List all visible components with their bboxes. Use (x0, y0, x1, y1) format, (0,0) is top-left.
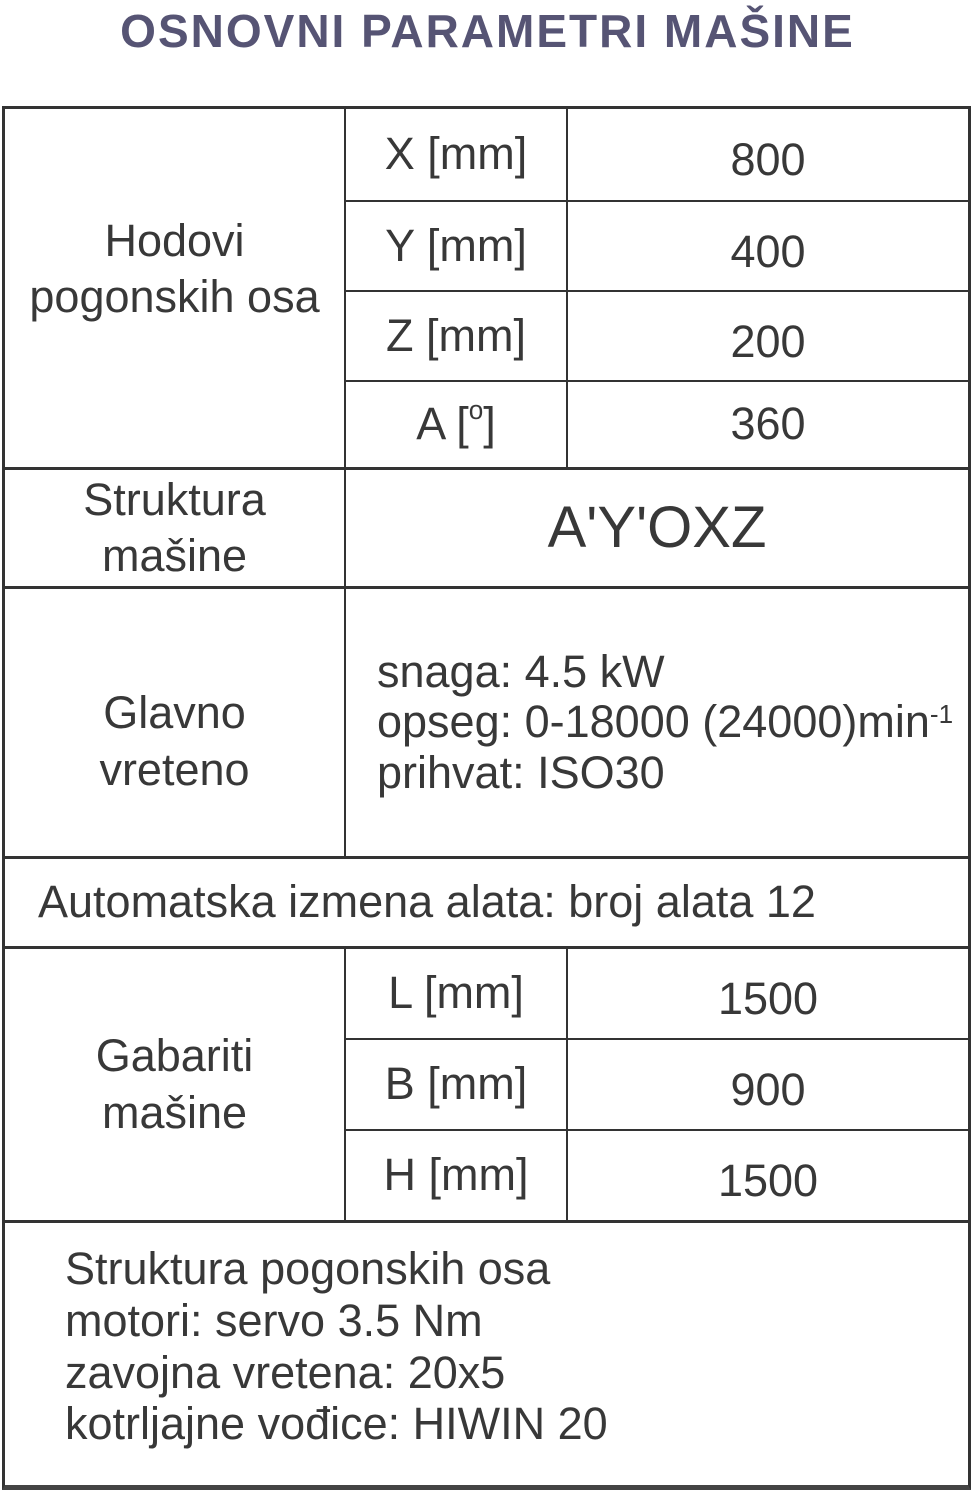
axis-z-param-label: Z [mm] (386, 309, 526, 361)
axis-x-param-cell (346, 109, 568, 202)
struktura-label-line1: Struktura (83, 473, 266, 525)
dim-l-value-cell (568, 949, 968, 1040)
dim-b-value-cell (568, 1040, 968, 1131)
glavno-opseg-line (377, 697, 953, 747)
axis-y-param-label: Y [mm] (385, 219, 527, 271)
dim-l-value: 1500 (717, 973, 819, 1025)
axis-x-param-label: X [mm] (384, 128, 528, 180)
axis-y-value-cell (568, 202, 968, 292)
dim-l-param-label: L [mm] (388, 967, 524, 1019)
automatska-izmena-text: Automatska izmena alata: broj alata 12 (38, 876, 816, 928)
struktura-value-cell (346, 470, 968, 589)
glavno-value-cell (346, 589, 968, 859)
glavno-label-cell (5, 589, 346, 859)
gabariti-label-line1: Gabariti (95, 1030, 254, 1082)
hodovi-label-line2: pogonskih osa (29, 271, 320, 322)
dim-b-param-cell (346, 1040, 568, 1131)
zavojna-vretena-line: zavojna vretena: 20x5 (65, 1346, 506, 1398)
struktura-value: A'Y'OXZ (547, 494, 767, 560)
axis-a-value-cell (568, 382, 968, 470)
dim-l-param-cell (346, 949, 568, 1040)
axis-x-value-cell (568, 109, 968, 202)
struktura-pogonskih-title: Struktura pogonskih osa (65, 1243, 551, 1294)
struktura-label-line2: mašine (101, 530, 248, 581)
axis-z-param-cell (346, 292, 568, 382)
gabariti-label-line2: mašine (101, 1086, 248, 1138)
hodovi-label-line1: Hodovi (104, 214, 245, 266)
dim-h-value: 1500 (717, 1155, 819, 1207)
axis-z-value-cell (568, 292, 968, 382)
parameters-table (2, 106, 971, 1490)
axis-a-param-cell: A [ o ] (346, 382, 568, 470)
kotrljajne-vodjice-line: kotrljajne vođice: HIWIN 20 (65, 1398, 608, 1450)
page-title: OSNOVNI PARAMETRI MAŠINE (120, 5, 855, 57)
axis-y-value: 400 (730, 225, 806, 277)
dim-h-param-cell (346, 1131, 568, 1223)
axis-a-param-label-end: ] (483, 398, 496, 450)
dim-b-param-label: B [mm] (384, 1058, 528, 1110)
dim-b-value: 900 (730, 1064, 806, 1116)
glavno-opseg-text: opseg: 0-18000 (24000)min (377, 696, 930, 748)
axis-x-value: 800 (730, 134, 806, 186)
motori-line: motori: servo 3.5 Nm (65, 1294, 483, 1346)
dim-h-value-cell (568, 1131, 968, 1223)
axis-a-value: 360 (730, 398, 806, 450)
axis-z-value: 200 (730, 315, 806, 367)
glavno-label-line2: vreteno (99, 743, 250, 795)
glavno-label-line1: Glavno (103, 687, 246, 739)
gabariti-label-cell (5, 949, 346, 1223)
superscript-minus-1: -1 (929, 698, 954, 729)
glavno-prihvat-line: prihvat: ISO30 (377, 746, 665, 798)
struktura-pogonskih-block (5, 1223, 968, 1485)
axis-a-param-label-main: A [ (416, 398, 469, 450)
glavno-snaga-line: snaga: 4.5 kW (377, 645, 665, 697)
hodovi-label-cell (5, 109, 346, 470)
axis-y-param-cell (346, 202, 568, 292)
dim-h-param-label: H [mm] (383, 1149, 529, 1201)
automatska-izmena-row (5, 859, 968, 949)
struktura-label-cell (5, 470, 346, 589)
